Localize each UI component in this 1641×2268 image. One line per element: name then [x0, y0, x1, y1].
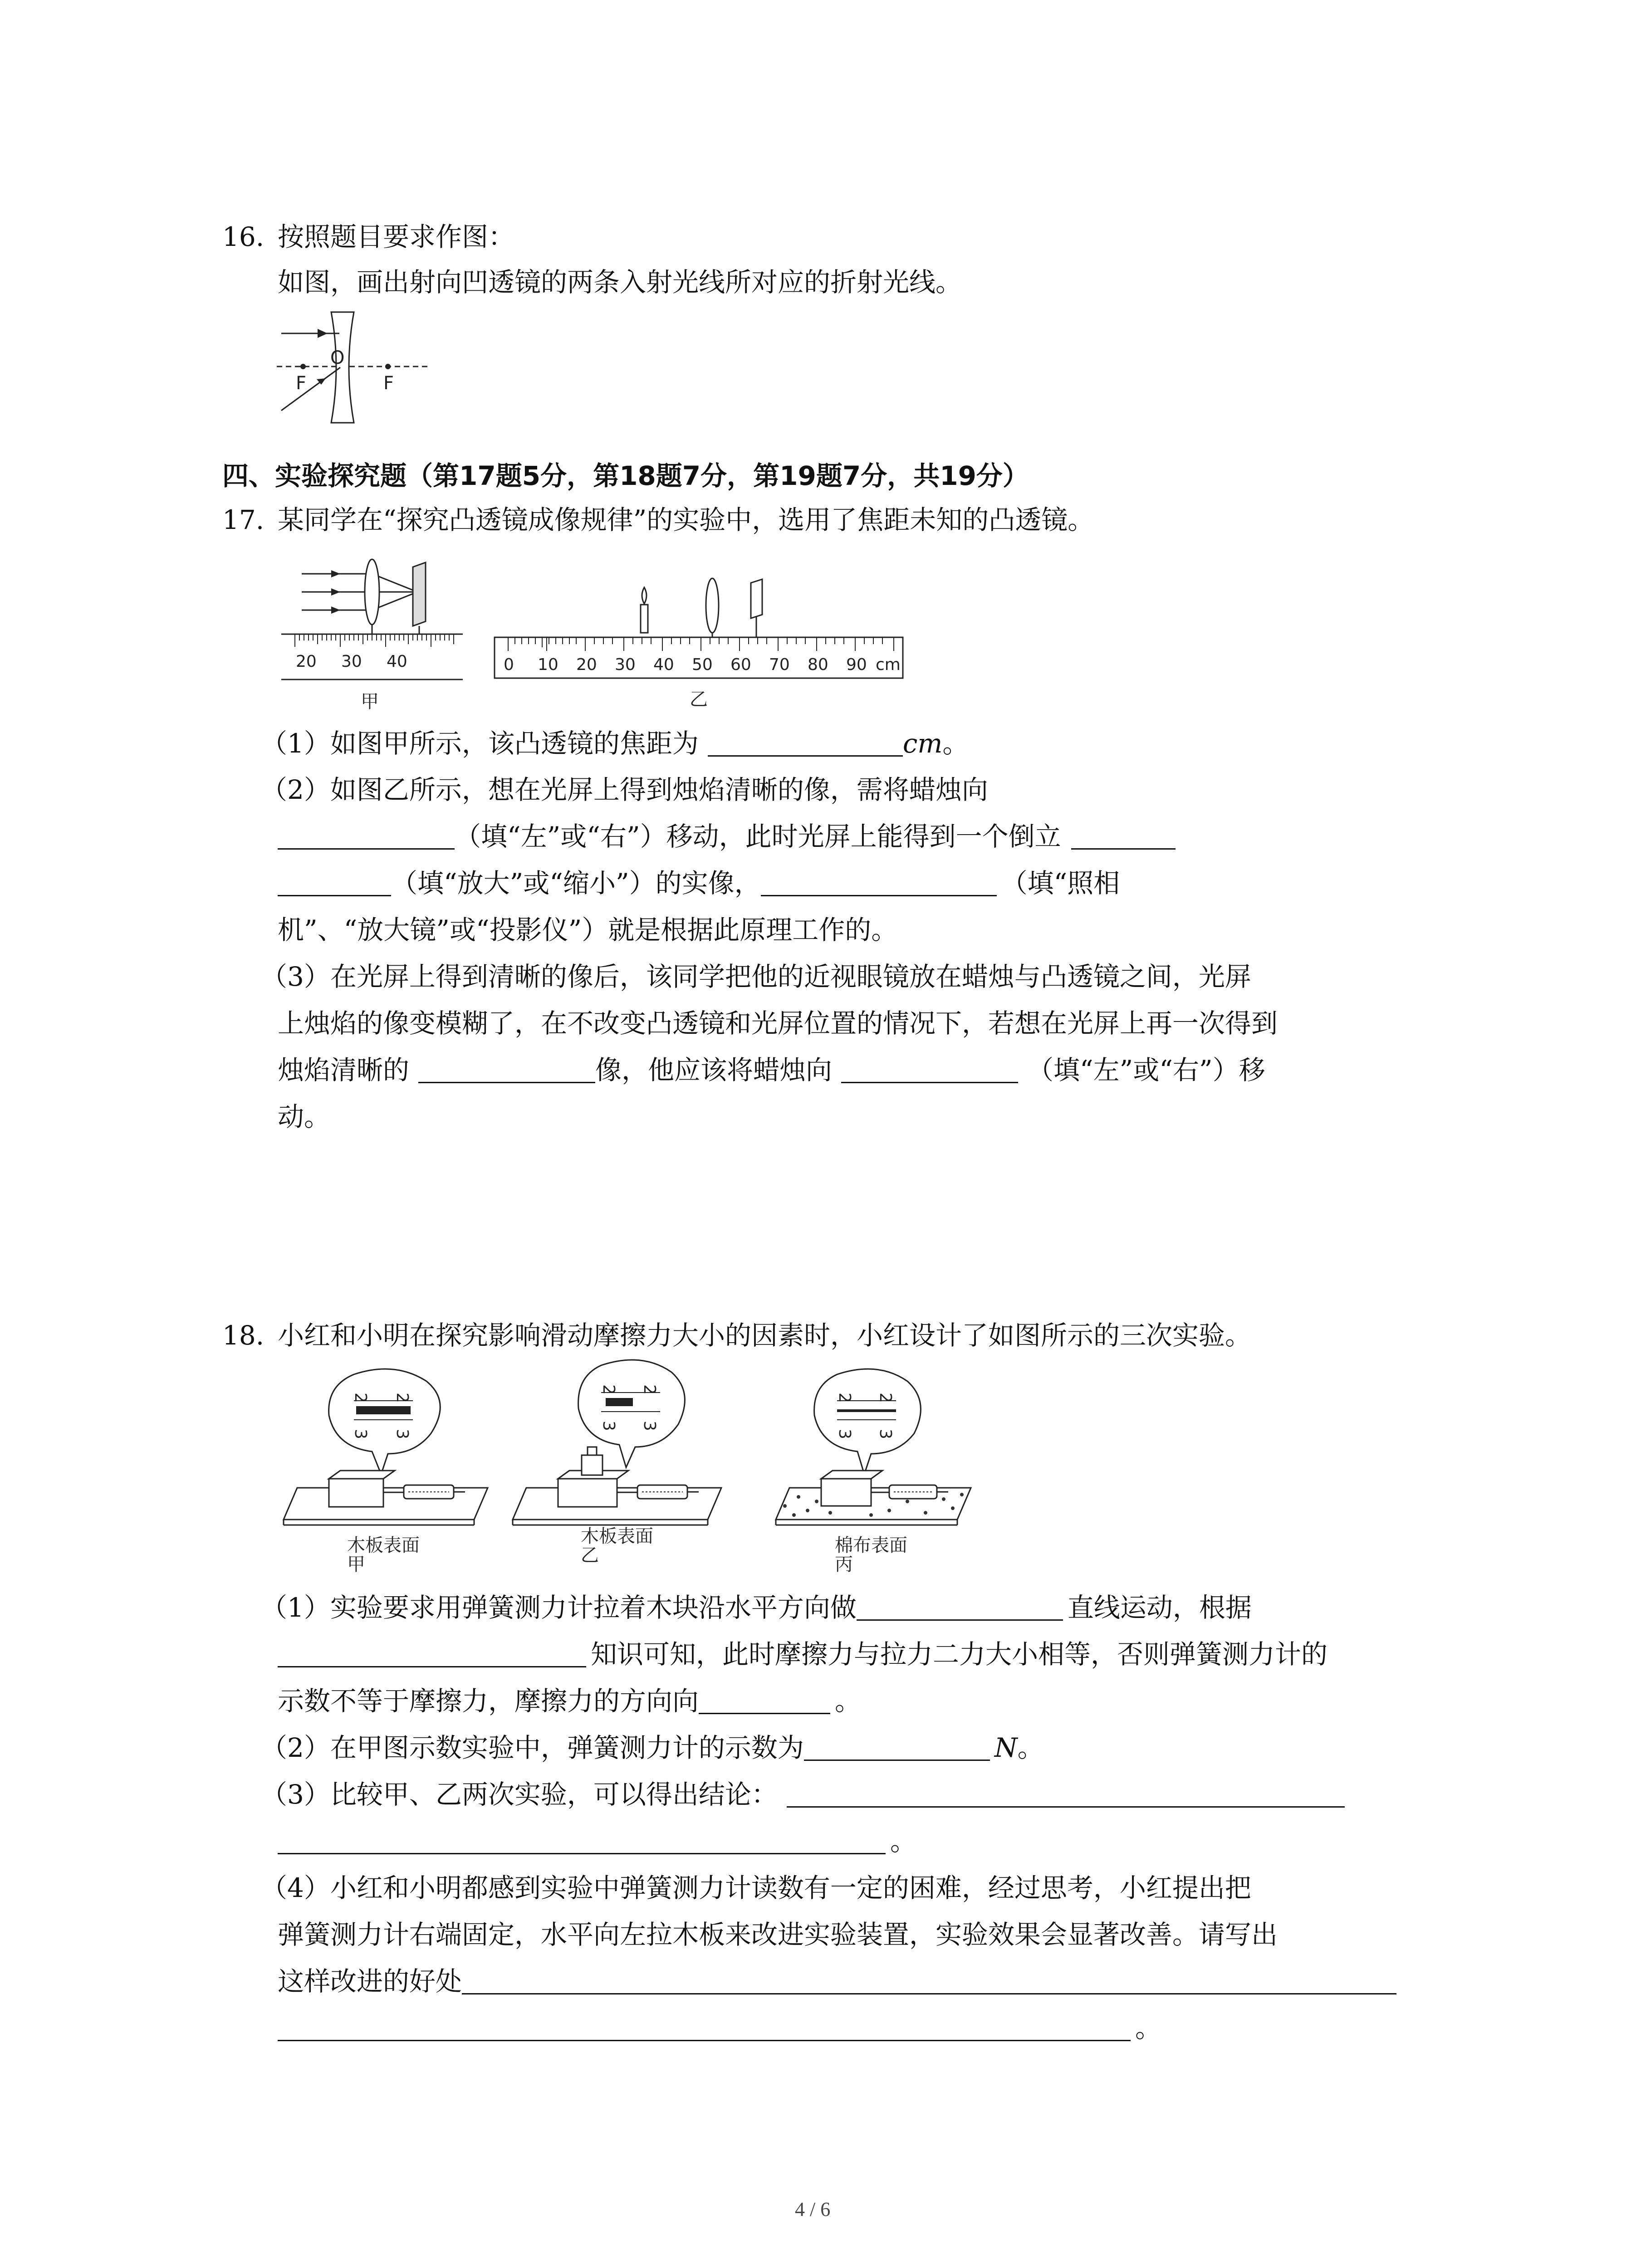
fig-b-tick: 20 — [576, 655, 597, 674]
q17-blank-device[interactable] — [761, 871, 997, 896]
fig-a-tick: 30 — [341, 652, 362, 671]
q17-blank-size[interactable] — [278, 871, 391, 896]
fig16-label-o: O — [330, 347, 345, 368]
concave-lens-figure — [272, 308, 436, 431]
fig-b-tick: 90 — [846, 655, 867, 674]
fig-b-tick: 60 — [730, 655, 751, 674]
fig18a-scale: 3 — [393, 1429, 411, 1439]
fig-b-caption: 乙 — [690, 689, 708, 710]
q17-blank-focal[interactable] — [708, 732, 903, 757]
fig-b-unit: cm — [876, 655, 901, 674]
q17-p3-line4: 动。 — [278, 1101, 331, 1132]
q17-figure-a — [281, 558, 472, 712]
q18-figure-c — [771, 1365, 980, 1574]
q17-p3-line3: 烛焰清晰的 像，他应该将蜡烛向 （填“左”或“右”）移 — [278, 1055, 1265, 1085]
fig18b-caption: 乙 — [581, 1545, 599, 1566]
fig18b-scale: 2 — [599, 1384, 618, 1395]
q16-title: 按照题目要求作图： — [278, 221, 515, 252]
q18-blank-benefit-1[interactable] — [462, 1970, 1396, 1994]
section4-heading: 四、实验探究题（第17题5分，第18题7分，第19题7分，共19分） — [222, 460, 1029, 491]
fig18a-surface: 木板表面 — [347, 1535, 420, 1556]
fig-b-tick: 30 — [615, 655, 636, 674]
q18-p1-line3: 示数不等于摩擦力，摩擦力的方向向 。 — [278, 1686, 862, 1716]
q18-p4-line2: 弹簧测力计右端固定，水平向左拉木板来改进实验装置，实验效果会显著改善。请写出 — [278, 1919, 1278, 1950]
q17-p3-line1: （3）在光屏上得到清晰的像后，该同学把他的近视眼镜放在蜡烛与凸透镜之间，光屏 — [261, 961, 1251, 992]
q17-blank-inverted[interactable] — [1071, 825, 1176, 850]
q17-p2-line2: （填“左”或“右”）移动，此时光屏上能得到一个倒立 — [278, 823, 1176, 850]
fig18c-surface: 棉布表面 — [835, 1535, 907, 1556]
fig-a-tick: 40 — [387, 652, 407, 671]
fig18a-scale: 2 — [393, 1393, 411, 1403]
q18-p3-line1: （3）比较甲、乙两次实验，可以得出结论： — [261, 1781, 1345, 1808]
fig16-label-f-right: F — [383, 373, 394, 394]
q17-blank-image[interactable] — [418, 1058, 595, 1083]
fig18b-scale: 3 — [599, 1421, 618, 1431]
fig-a-caption: 甲 — [361, 691, 379, 712]
q17-p1: （1）如图甲所示，该凸透镜的焦距为 cm。 — [261, 728, 969, 759]
fig18c-scale: 3 — [876, 1429, 895, 1439]
q18-p2: （2）在甲图示数实验中，弹簧测力计的示数为 N。 — [261, 1732, 1044, 1763]
q16-instruction: 如图，画出射向凹透镜的两条入射光线所对应的折射光线。 — [278, 267, 962, 298]
fig-b-tick: 10 — [538, 655, 558, 674]
fig18a-scale: 3 — [351, 1429, 370, 1439]
q18-p4-line4: 。 — [278, 2015, 1161, 2041]
fig-b-tick: 70 — [769, 655, 790, 674]
q18-figure-a — [279, 1365, 501, 1574]
q18-blank-conclusion-2[interactable] — [278, 1829, 886, 1854]
fig18c-caption: 丙 — [835, 1554, 853, 1575]
q17-blank-direction[interactable] — [278, 825, 455, 850]
q18-p4-line3: 这样改进的好处 — [278, 1968, 1396, 1994]
fig18b-surface: 木板表面 — [581, 1526, 653, 1547]
fig18a-scale: 2 — [351, 1393, 370, 1403]
fig18a-caption: 甲 — [347, 1554, 365, 1575]
page-number: 4 / 6 — [795, 2198, 831, 2220]
fig18c-scale: 2 — [835, 1393, 854, 1403]
fig16-label-f-left: F — [296, 373, 307, 394]
fig18b-scale: 3 — [640, 1421, 659, 1431]
q17-p2-line4: 机”、“放大镜”或“投影仪”）就是根据此原理工作的。 — [278, 914, 898, 945]
q18-number: 18. — [222, 1320, 265, 1351]
q18-p3-line2: 。 — [278, 1828, 916, 1854]
q18-p1-line1: （1）实验要求用弹簧测力计拉着木块沿水平方向做 直线运动，根据 — [261, 1592, 1252, 1623]
fig-b-tick: 50 — [692, 655, 713, 674]
fig18b-scale: 2 — [640, 1384, 659, 1395]
q18-stem: 小红和小明在探究影响滑动摩擦力大小的因素时，小红设计了如图所示的三次实验。 — [278, 1320, 1252, 1351]
fig-b-tick: 40 — [653, 655, 674, 674]
q18-p4-line1: （4）小红和小明都感到实验中弹簧测力计读数有一定的困难，经过思考，小红提出把 — [261, 1872, 1251, 1903]
q17-p2-line3: （填“放大”或“缩小”）的实像， （填“照相 — [278, 870, 1120, 896]
q18-blank-reading[interactable] — [804, 1736, 990, 1761]
fig18c-scale: 3 — [835, 1429, 854, 1439]
fig-a-tick: 20 — [296, 652, 317, 671]
q18-blank-motion[interactable] — [857, 1596, 1063, 1621]
q18-blank-conclusion-1[interactable] — [787, 1783, 1345, 1808]
q17-stem: 某同学在“探究凸透镜成像规律”的实验中，选用了焦距未知的凸透镜。 — [278, 504, 1094, 535]
q16-number: 16. — [222, 221, 265, 252]
fig18c-scale: 2 — [876, 1393, 895, 1403]
q17-number: 17. — [222, 504, 265, 535]
q18-blank-direction[interactable] — [699, 1689, 830, 1714]
q18-blank-knowledge[interactable] — [278, 1642, 586, 1667]
fig-b-tick: 80 — [808, 655, 828, 674]
q17-p3-line2: 上烛焰的像变模糊了，在不改变凸透镜和光屏位置的情况下，若想在光屏上再一次得到 — [278, 1008, 1278, 1039]
q17-figure-b — [495, 569, 921, 719]
q18-blank-benefit-2[interactable] — [278, 2016, 1131, 2041]
q17-p2-line1: （2）如图乙所示，想在光屏上得到烛焰清晰的像，需将蜡烛向 — [261, 774, 988, 805]
q18-figure-b — [508, 1356, 735, 1574]
q18-p1-line2: 知识可知，此时摩擦力与拉力二力大小相等，否则弹簧测力计的 — [278, 1641, 1327, 1667]
fig-b-tick: 0 — [504, 655, 514, 674]
q17-blank-move[interactable] — [841, 1058, 1018, 1083]
